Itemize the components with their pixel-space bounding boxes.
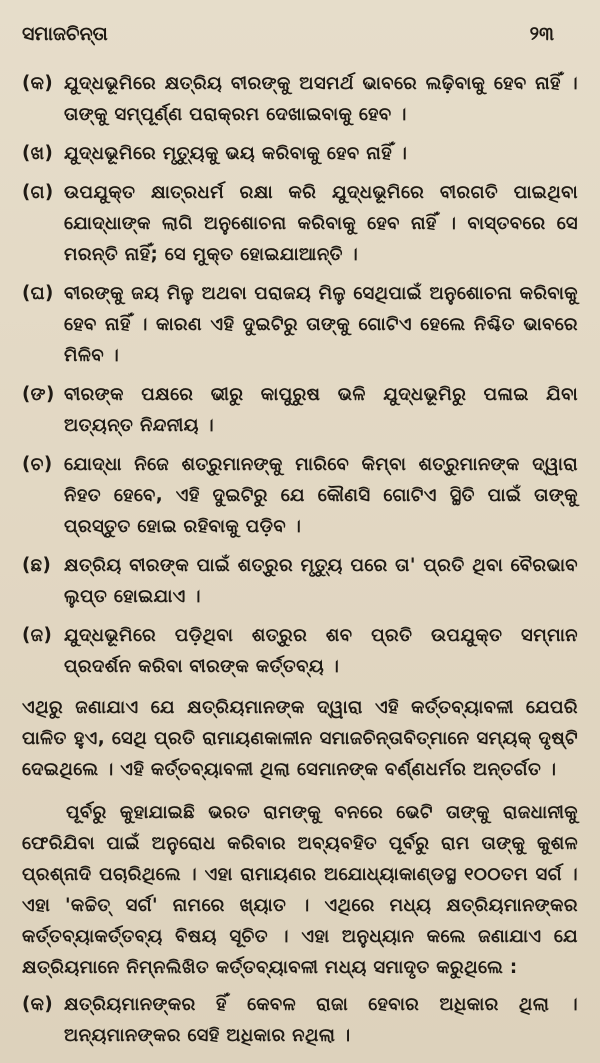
list-marker: (କ) [22,994,53,1015]
list-marker: (ଖ) [22,143,54,164]
duty-list [22,68,578,682]
page-number: ୨୩ [529,23,554,45]
list-marker: (ଙ) [22,384,55,405]
list-item [22,138,578,169]
list-item-text: ବୀରଙ୍କୁ ଜୟ ମିଳୁ ଅଥବା ପରାଜୟ ମିଳୁ ସେଥିପାଇଁ ଅନୁଶୋଚନା କରିବାକୁ ହେବ ନାହିଁ । କାରଣ ଏହି ଦୁଇଟିରୁ ତାଙ୍କୁ ଗୋଟିଏ ହେଲେ ନିଶ୍ଚିତ ଭାବରେ ମିଳିବ । [64,283,578,366]
list-item-text: ଯୁଦ୍ଧଭୂମିରେ ପଡ଼ିଥିବା ଶତ୍ରୁର ଶବ ପ୍ରତି ଉପଯୁକ୍ତ ସମ୍ମାନ ପ୍ରଦର୍ଶନ କରିବା ବୀରଙ୍କ କର୍ତ୍ତବ୍ୟ । [64,625,578,677]
list-marker: (ଜ) [22,625,53,646]
list-marker: (କ) [22,73,53,94]
list-item-text: ବୀରଙ୍କ ପକ୍ଷରେ ଭୀରୁ କାପୁରୁଷ ଭଳି ଯୁଦ୍ଧଭୂମିରୁ ପଳାଇ ଯିବା ଅତ୍ୟନ୍ତ ନିନ୍ଦନୀୟ । [64,384,578,436]
list-item [22,989,578,1051]
list-marker: (ଗ) [22,182,54,203]
list-item [22,449,578,542]
list-item [22,278,578,371]
list-item [22,379,578,441]
list-item-text: ଯୁଦ୍ଧଭୂମିରେ ମୃତ୍ୟୁକୁ ଭୟ କରିବାକୁ ହେବ ନାହିଁ । [64,143,408,164]
list-marker: (ଚ) [22,454,53,475]
duty-list-2 [22,989,578,1051]
list-item-text: କ୍ଷତ୍ରିୟ ବୀରଙ୍କ ପାଇଁ ଶତ୍ରୁର ମୃତ୍ୟୁ ପରେ ତା' ପ୍ରତି ଥିବା ବୈରଭାବ ଲୁପ୍ତ ହୋଇଯାଏ । [64,555,578,607]
list-item [22,177,578,270]
list-item-text: ଯୁଦ୍ଧଭୂମିରେ କ୍ଷତ୍ରିୟ ବୀରଙ୍କୁ ଅସମର୍ଥ ଭାବରେ ଲଢ଼ିବାକୁ ହେବ ନାହିଁ । ତାଙ୍କୁ ସମ୍ପୂର୍ଣ୍ଣ ପରାକ୍ରମ ଦେଖାଇବାକୁ ହେବ । [64,73,578,125]
body-paragraph: ପୂର୍ବରୁ କୁହାଯାଇଛି ଭରତ ରାମଙ୍କୁ ବନରେ ଭେଟି ତାଙ୍କୁ ରାଜଧାନୀକୁ ଫେରିଯିବା ପାଇଁ ଅନୁରୋଧ କରିବାର ଅବ୍ୟବହିତ ପୂର୍ବରୁ ରାମ ତାଙ୍କୁ କୁଶଳ ପ୍ରଶ୍ନାଦି ପଚାରିଥିଲେ । ଏହା ରାମାୟଣର ଅଯୋଧ୍ୟାକାଣ୍ଡସ୍ଥ ୧୦୦ତମ ସର୍ଗ । ଏହା 'କଚ୍ଚିତ୍ ସର୍ଗ' ନାମରେ ଖ୍ୟାତ । ଏଥିରେ ମଧ୍ୟ କ୍ଷତ୍ରିୟମାନଙ୍କର କର୍ତ୍ତବ୍ୟାକର୍ତ୍ତବ୍ୟ ବିଷୟ ସୂଚିତ । ଏହା ଅନୁଧ୍ୟାନ କଲେ ଜଣାଯାଏ ଯେ କ୍ଷତ୍ରିୟମାନେ ନିମ୍ନଲିଖିତ କର୍ତ୍ତବ୍ୟାବଳୀ ମଧ୍ୟ ସମାଦୃତ କରୁଥିଲେ : [22,802,578,978]
list-item-text: କ୍ଷତ୍ରିୟମାନଙ୍କର ହିଁ କେବଳ ରାଜା ହେବାର ଅଧିକାର ଥିଲା । ଅନ୍ୟମାନଙ୍କର ସେହି ଅଧିକାର ନଥିଲା । [64,994,578,1046]
list-marker: (ଘ) [22,283,54,304]
list-item [22,620,578,682]
list-item-text: ଯୋଦ୍ଧା ନିଜେ ଶତ୍ରୁମାନଙ୍କୁ ମାରିବେ କିମ୍ବା ଶତ୍ରୁମାନଙ୍କ ଦ୍ୱାରା ନିହତ ହେବେ, ଏହି ଦୁଇଟିରୁ ଯେ କୌଣସି ଗୋଟିଏ ସ୍ଥିତି ପାଇଁ ତାଙ୍କୁ ପ୍ରସ୍ତୁତ ହୋଇ ରହିବାକୁ ପଡ଼ିବ । [64,454,578,537]
running-head-title: ସମାଜଚିନ୍ତା [22,23,108,45]
body-paragraph: ଏଥିରୁ ଜଣାଯାଏ ଯେ କ୍ଷତ୍ରିୟମାନଙ୍କ ଦ୍ୱାରା ଏହି କର୍ତ୍ତବ୍ୟାବଳୀ ଯେପରି ପାଳିତ ହୁଏ, ସେଥି ପ୍ରତି ରାମାୟଣକାଳୀନ ସମାଜଚିନ୍ତାବିତ୍‌ମାନେ ସମ୍ୟକ୍ ଦୃଷ୍ଟି ଦେଇଥିଲେ । ଏହି କର୍ତ୍ତବ୍ୟାବଳୀ ଥିଲା ସେମାନଙ୍କ ବର୍ଣ୍ଣଧର୍ମର ଅନ୍ତର୍ଗତ । [22,697,578,780]
list-item [22,550,578,612]
list-marker: (ଛ) [22,555,52,576]
running-head [22,18,578,50]
list-item-text: ଉପଯୁକ୍ତ କ୍ଷାତ୍ରଧର୍ମ ରକ୍ଷା କରି ଯୁଦ୍ଧଭୂମିରେ ବୀରଗତି ପାଇଥିବା ଯୋଦ୍ଧାଙ୍କ ଲାଗି ଅନୁଶୋଚନା କରିବାକୁ ହେବ ନାହିଁ । ବାସ୍ତବରେ ସେ ମରନ୍ତି ନାହିଁ; ସେ ମୁକ୍ତ ହୋଇଯାଆନ୍ତି । [64,182,578,265]
list-item [22,68,578,130]
